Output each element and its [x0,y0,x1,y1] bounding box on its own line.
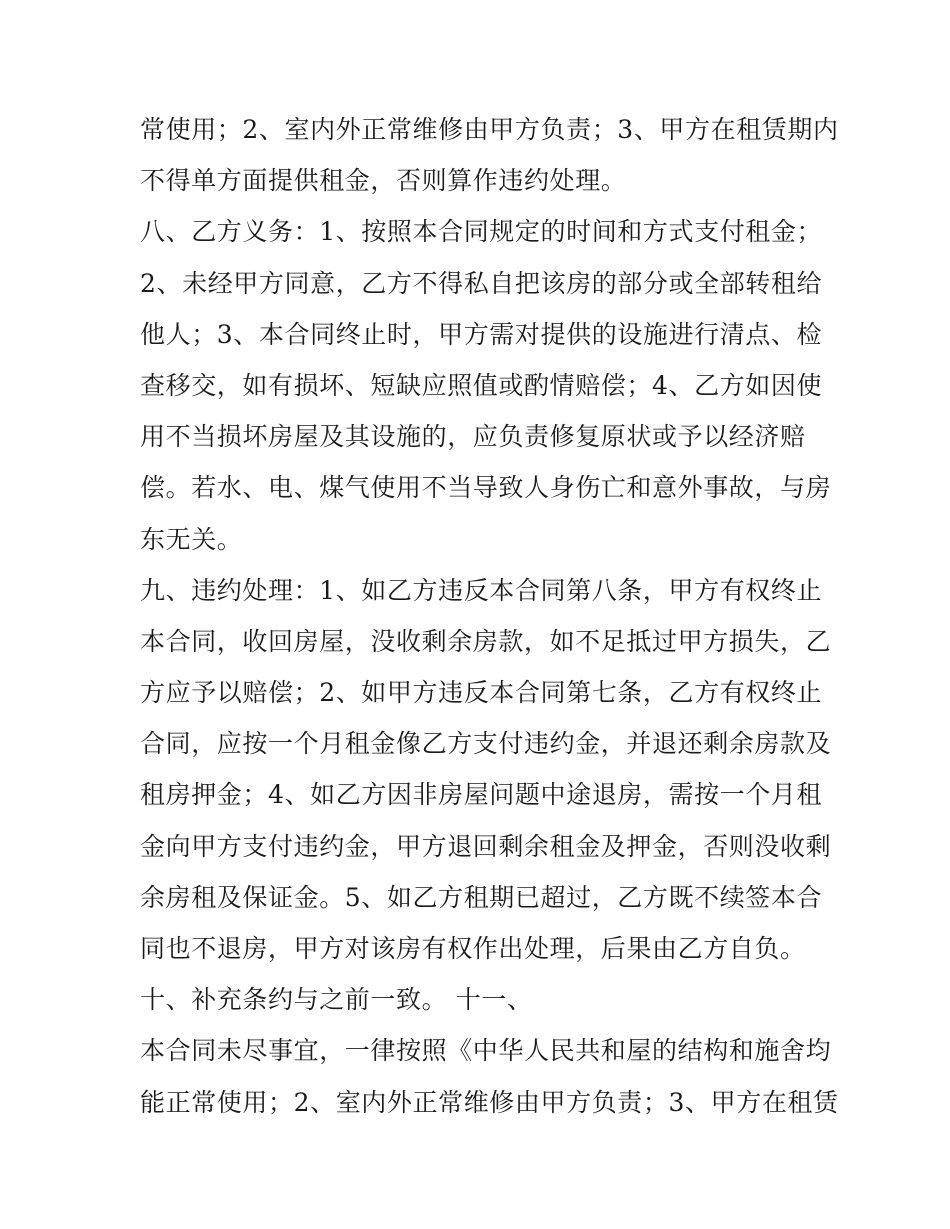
text-line: 本合同未尽事宜，一律按照《中华人民共和屋的结构和施舍均 [140,1036,832,1066]
text-line: 他人；3、本合同终止时，甲方需对提供的设施进行清点、检 [140,319,823,349]
text-line: 合同，应按一个月租金像乙方支付违约金，并退还剩余房款及 [140,729,832,759]
text-line: 同也不退房，甲方对该房有权作出处理，后果由乙方自负。 [140,934,806,963]
text-line: 偿。若水、电、煤气使用不当导致人身伤亡和意外事故，与房 [140,473,832,503]
text-line: 本合同，收回房屋，没收剩余房款，如不足抵过甲方损失，乙 [140,626,832,656]
text-line: 租房押金；4、如乙方因非房屋问题中途退房，需按一个月租 [140,780,823,810]
text-line: 九、违约处理：1、如乙方违反本合同第八条，甲方有权终止 [140,575,823,605]
text-line: 方应予以赔偿；2、如甲方违反本合同第七条，乙方有权终止 [140,678,823,708]
text-line: 不得单方面提供租金，否则算作违约处理。 [140,166,627,196]
text-line: 查移交，如有损坏、短缺应照值或酌情赔偿；4、乙方如因使 [140,370,823,400]
document-body [140,104,839,1128]
text-line: 十、补充条约与之前一致。 十一、 [140,985,533,1015]
text-line: 用不当损坏房屋及其设施的，应负责修复原状或予以经济赔 [140,422,806,452]
text-line: 余房租及保证金。5、如乙方租期已超过，乙方既不续签本合 [140,882,823,912]
text-line: 常使用；2、室内外正常维修由甲方负责；3、甲方在租赁期内 [140,115,839,144]
text-line: 2、未经甲方同意，乙方不得私自把该房的部分或全部转租给 [140,268,823,298]
text-line: 八、乙方义务：1、按照本合同规定的时间和方式支付租金； [140,217,823,247]
text-line: 能正常使用；2、室内外正常维修由甲方负责；3、甲方在租赁 [140,1087,839,1117]
text-line: 东无关。 [140,524,243,554]
text-line: 金向甲方支付违约金，甲方退回剩余租金及押金，否则没收剩 [140,831,832,861]
